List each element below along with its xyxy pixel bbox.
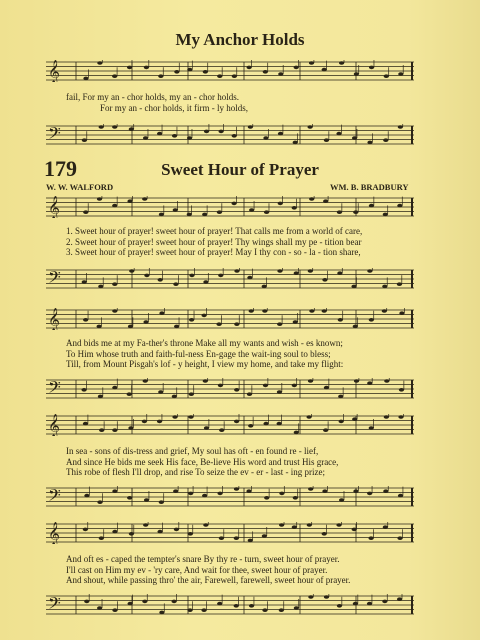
note-head [263, 136, 268, 140]
clef-icon: 𝄢 [48, 124, 61, 146]
staff-drawing [46, 196, 414, 218]
note-head [232, 74, 237, 78]
staff-drawing [46, 60, 414, 82]
note-head [308, 269, 313, 273]
note-head [189, 274, 194, 278]
note-head [189, 318, 194, 322]
note-head [217, 602, 222, 606]
note-head [84, 600, 89, 604]
note-head [352, 528, 357, 532]
note-head [112, 489, 117, 493]
top-hymn-lyrics [66, 92, 416, 113]
note-head [367, 381, 372, 385]
note-head [98, 285, 103, 289]
note-head [324, 386, 329, 390]
note-head [367, 141, 372, 145]
clef-icon: 𝄢 [48, 268, 61, 290]
note-head [247, 276, 252, 280]
note-head [172, 395, 177, 399]
music-staff [46, 60, 414, 82]
note-head [187, 213, 192, 217]
note-head [234, 322, 239, 326]
music-staff [46, 486, 414, 508]
note-head [307, 523, 312, 527]
note-head [129, 127, 134, 131]
note-head [397, 597, 402, 601]
note-head [367, 492, 372, 496]
note-head [173, 282, 178, 286]
lyric-line: 2. Sweet hour of prayer! sweet hour of prayer! Thy wings shall my pe - tition bear [66, 236, 362, 247]
note-head [397, 204, 402, 208]
note-head [158, 74, 163, 78]
note-head [97, 606, 102, 610]
note-head [174, 528, 179, 532]
note-head [398, 125, 403, 129]
note-head [112, 74, 117, 78]
note-head [112, 125, 117, 129]
note-head [398, 72, 403, 76]
note-head [322, 68, 327, 72]
note-head [263, 384, 268, 388]
note-head [187, 608, 192, 612]
note-head [202, 494, 207, 498]
note-head [203, 379, 208, 383]
note-head [159, 611, 164, 615]
note-head [308, 595, 313, 599]
note-head [354, 379, 359, 383]
note-head [142, 600, 147, 604]
note-head [353, 210, 358, 214]
note-head [382, 600, 387, 604]
note-head [369, 204, 374, 208]
note-head [99, 125, 104, 129]
note-head [383, 138, 388, 142]
clef-icon: 𝄞 [48, 60, 60, 82]
clef-icon: 𝄞 [48, 196, 60, 218]
note-head [112, 530, 117, 534]
note-head [308, 487, 313, 491]
note-head [173, 489, 178, 493]
note-head [201, 314, 206, 318]
note-head [187, 68, 192, 72]
note-head [188, 532, 193, 536]
note-head [352, 417, 357, 421]
note-head [127, 496, 132, 500]
note-head [128, 325, 133, 329]
staff-drawing [46, 486, 414, 508]
note-head [369, 66, 374, 70]
note-head [219, 536, 224, 540]
note-head [232, 134, 237, 138]
stanza-block [66, 226, 416, 258]
lyric-line: I'll cast on Him my ev - 'ry care, And wait for thee, sweet hour of prayer. [66, 564, 328, 575]
note-head [248, 424, 253, 428]
note-head [112, 204, 117, 208]
note-head [144, 498, 149, 502]
note-head [277, 390, 282, 394]
note-head [98, 395, 103, 399]
note-head [142, 197, 147, 201]
clef-icon: 𝄞 [48, 522, 60, 544]
note-head [397, 282, 402, 286]
note-head [383, 213, 388, 217]
lyric-line: And shout, while passing thro' the air, Farewell, farewell, sweet hour of prayer. [66, 575, 351, 585]
note-head [112, 309, 117, 313]
note-head [97, 325, 102, 329]
note-head [234, 420, 239, 424]
note-head [293, 141, 298, 145]
note-head [234, 487, 239, 491]
note-head [398, 494, 403, 498]
music-staff [46, 522, 414, 544]
note-head [384, 379, 389, 383]
note-head [337, 604, 342, 608]
note-head [82, 280, 87, 284]
note-head [383, 489, 388, 493]
lyric-line: For my an - chor holds, it firm - ly holds, [100, 102, 248, 113]
note-head [369, 318, 374, 322]
note-head [189, 392, 194, 396]
note-head [157, 420, 162, 424]
hymn-number: 179 [44, 156, 77, 181]
note-head [159, 213, 164, 217]
note-head [83, 318, 88, 322]
note-head [83, 528, 88, 532]
note-head [216, 322, 221, 326]
note-head [262, 534, 267, 538]
clef-icon: 𝄢 [48, 594, 61, 616]
note-head [248, 125, 253, 129]
note-head [112, 386, 117, 390]
note-head [308, 125, 313, 129]
stanza-block [66, 338, 416, 370]
note-head [337, 210, 342, 214]
note-head [278, 202, 283, 206]
note-head [279, 492, 284, 496]
note-head [324, 595, 329, 599]
note-head [144, 274, 149, 278]
note-head [264, 496, 269, 500]
lyric-line: In sea - sons of dis-tress and grief, My soul has oft - en found re - lief, [66, 446, 319, 456]
note-head [143, 379, 148, 383]
note-head [188, 492, 193, 496]
note-head [83, 77, 88, 81]
note-head [277, 269, 282, 273]
note-head [247, 66, 252, 70]
lyric-line: To Him whose truth and faith-ful-ness En-gage the wait-ing soul to bless; [66, 348, 331, 359]
note-head [129, 269, 134, 273]
note-head [294, 66, 299, 70]
note-head [217, 74, 222, 78]
note-head [322, 278, 327, 282]
note-head [308, 379, 313, 383]
note-head [203, 523, 208, 527]
lyric-line: fail, For my an - chor holds, my an - chor holds. [66, 92, 239, 102]
note-head [279, 523, 284, 527]
note-head [367, 602, 372, 606]
note-head [84, 494, 89, 498]
note-head [323, 199, 328, 203]
note-head [262, 309, 267, 313]
stanza-block [66, 554, 416, 586]
note-head [338, 318, 343, 322]
note-head [248, 539, 253, 543]
note-head [322, 489, 327, 493]
note-head [158, 278, 163, 282]
note-head [293, 320, 298, 324]
note-head [292, 206, 297, 210]
note-head [278, 132, 283, 136]
note-head [172, 600, 177, 604]
note-head [174, 70, 179, 74]
note-head [143, 523, 148, 527]
note-head [369, 536, 374, 540]
staff-drawing [46, 124, 414, 146]
clef-icon: 𝄞 [48, 308, 60, 330]
note-head [219, 428, 224, 432]
note-head [398, 415, 403, 419]
note-head [203, 70, 208, 74]
note-head [143, 320, 148, 324]
note-head [173, 208, 178, 212]
note-head [97, 500, 102, 504]
note-head [294, 606, 299, 610]
note-head [249, 309, 254, 313]
music-staff [46, 124, 414, 146]
note-head [353, 325, 358, 329]
stanza-block [66, 446, 416, 478]
lyric-line: 1. Sweet hour of prayer! sweet hour of prayer! That calls me from a world of care, [66, 226, 363, 236]
note-head [158, 390, 163, 394]
note-head [144, 66, 149, 70]
note-head [263, 70, 268, 74]
note-head [292, 525, 297, 529]
note-head [143, 136, 148, 140]
note-head [279, 608, 284, 612]
note-head [218, 384, 223, 388]
note-head [97, 197, 102, 201]
note-head [309, 61, 314, 65]
note-head [336, 523, 341, 527]
note-head [354, 72, 359, 76]
note-head [234, 604, 239, 608]
hymn-title: Sweet Hour of Prayer [161, 160, 319, 179]
note-head [309, 197, 314, 201]
note-head [262, 285, 267, 289]
note-head [293, 496, 298, 500]
note-head [218, 274, 223, 278]
lyric-line: And since He bids me seek His face, Be-lieve His word and trust His grace, [66, 456, 339, 467]
note-head [262, 608, 267, 612]
note-head [294, 431, 299, 435]
clef-icon: 𝄢 [48, 378, 61, 400]
note-head [353, 602, 358, 606]
note-head [83, 422, 88, 426]
hymn-composer: WM. B. BRADBURY [330, 182, 409, 192]
note-head [384, 74, 389, 78]
note-head [188, 415, 193, 419]
staff-drawing [46, 594, 414, 616]
note-head [159, 311, 164, 315]
note-head [218, 130, 223, 134]
note-head [367, 269, 372, 273]
staff-drawing [46, 308, 414, 330]
note-head [112, 608, 117, 612]
note-head [157, 530, 162, 534]
note-head [278, 72, 283, 76]
note-head [263, 422, 268, 426]
note-head [264, 210, 269, 214]
note-head [82, 138, 87, 142]
note-head [187, 136, 192, 140]
staff-drawing [46, 378, 414, 400]
note-head [339, 61, 344, 65]
note-head [204, 426, 209, 430]
note-head [174, 325, 179, 329]
note-head [383, 525, 388, 529]
note-head [339, 498, 344, 502]
lyric-line: And oft es - caped the tempter's snare By thy re - turn, sweet hour of prayer. [66, 554, 340, 564]
note-head [294, 271, 299, 275]
music-staff [46, 308, 414, 330]
note-head [217, 210, 222, 214]
note-head [97, 61, 102, 65]
note-head [234, 388, 239, 392]
note-head [127, 66, 132, 70]
note-head [353, 489, 358, 493]
clef-icon: 𝄢 [48, 486, 61, 508]
note-head [99, 428, 104, 432]
note-head [339, 420, 344, 424]
note-head [322, 309, 327, 313]
note-head [202, 213, 207, 217]
note-head [247, 392, 252, 396]
lyric-line: 3. Sweet hour of prayer! sweet hour of prayer! May I thy con - so - la - tion share, [66, 247, 361, 257]
note-head [306, 415, 311, 419]
music-staff [46, 378, 414, 400]
note-head [397, 536, 402, 540]
note-head [324, 138, 329, 142]
note-head [128, 602, 133, 606]
note-head [277, 422, 282, 426]
note-head [234, 269, 239, 273]
note-head [112, 428, 117, 432]
note-head [384, 415, 389, 419]
note-head [382, 285, 387, 289]
note-head [234, 536, 239, 540]
note-head [81, 388, 86, 392]
note-head [142, 420, 147, 424]
note-head [336, 132, 341, 136]
music-staff [46, 594, 414, 616]
note-head [399, 311, 404, 315]
note-head [231, 202, 236, 206]
note-head [127, 199, 132, 203]
note-head [83, 210, 88, 214]
note-head [337, 271, 342, 275]
note-head [292, 384, 297, 388]
note-head [246, 489, 251, 493]
note-head [203, 280, 208, 284]
note-head [338, 395, 343, 399]
note-head [217, 492, 222, 496]
lyric-line: Till, from Mount Pisgah's lof - y height, I view my home, and take my flight: [66, 359, 344, 369]
staff-drawing [46, 268, 414, 290]
note-head [351, 285, 356, 289]
lyric-line: And bids me at my Fa-ther's throne Make all my wants and wish - es known; [66, 338, 343, 348]
top-hymn-title: My Anchor Holds [175, 30, 305, 49]
hymn-author: W. W. WALFORD [46, 182, 114, 192]
note-head [112, 282, 117, 286]
note-head [172, 134, 177, 138]
note-head [172, 415, 177, 419]
note-head [99, 536, 104, 540]
note-head [157, 132, 162, 136]
note-head [382, 309, 387, 313]
note-head [323, 428, 328, 432]
note-head [159, 500, 164, 504]
note-head [369, 426, 374, 430]
note-head [249, 208, 254, 212]
staff-drawing [46, 522, 414, 544]
music-staff [46, 196, 414, 218]
note-head [204, 130, 209, 134]
staff-drawing [46, 414, 414, 436]
note-head [322, 532, 327, 536]
music-staff [46, 414, 414, 436]
lyric-line: This robe of flesh I'll drop, and rise To seize the ev - er - last - ing prize; [66, 467, 325, 477]
note-head [201, 608, 206, 612]
note-head [309, 309, 314, 313]
note-head [127, 392, 132, 396]
note-head [352, 136, 357, 140]
note-head [249, 604, 254, 608]
music-staff [46, 268, 414, 290]
note-head [129, 532, 134, 536]
note-head [128, 426, 133, 430]
clef-icon: 𝄞 [48, 414, 60, 436]
note-head [399, 388, 404, 392]
note-head [277, 322, 282, 326]
